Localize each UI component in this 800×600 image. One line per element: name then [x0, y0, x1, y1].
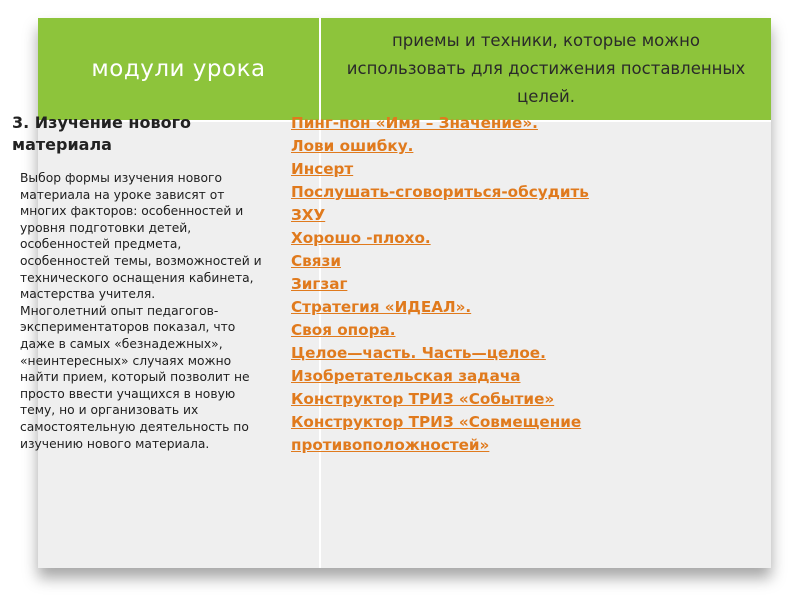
techniques-list: [291, 112, 723, 457]
technique-link[interactable]: Зигзаг: [291, 275, 348, 293]
header-modules: модули урока: [38, 18, 319, 120]
technique-link[interactable]: Послушать-сговориться-обсудить: [291, 183, 589, 201]
technique-link[interactable]: ЗХУ: [291, 206, 326, 224]
technique-link[interactable]: Связи: [291, 252, 341, 270]
technique-link[interactable]: Стратегия «ИДЕАЛ».: [291, 298, 472, 316]
section-title: 3. Изучение нового материала: [12, 113, 191, 154]
technique-link[interactable]: Изобретательская задача: [291, 367, 521, 385]
technique-link[interactable]: Конструктор ТРИЗ «Совмещение противоположностей»: [291, 413, 582, 454]
technique-link[interactable]: Целое—часть. Часть—целое.: [291, 344, 546, 362]
header-techniques: приемы и техники, которые можно использовать для достижения поставленных целей.: [321, 18, 771, 120]
technique-link[interactable]: Своя опора.: [291, 321, 396, 339]
section-description: Выбор формы изучения нового материала на уроке зависят от многих факторов: особенностей и уровня подготовки детей, особенностей предмета, особенностей темы, возможностей и технического оснащения кабинета, мастерства учителя. Многолетний опыт педагогов-экспериментаторов показал, что даже в самых «безнадежных», «неинтересных» случаях можно найти прием, который позволит не просто ввести учащихся в новую тему, но и организовать их самостоятельную деятельность по изучению нового материала.: [20, 171, 262, 451]
technique-link[interactable]: Лови ошибку.: [291, 137, 414, 155]
technique-link[interactable]: Инсерт: [291, 160, 354, 178]
technique-link[interactable]: Пинг-пон «Имя – Значение».: [291, 114, 538, 132]
technique-link[interactable]: Конструктор ТРИЗ «Событие»: [291, 390, 555, 408]
technique-link[interactable]: Хорошо -плохо.: [291, 229, 431, 247]
